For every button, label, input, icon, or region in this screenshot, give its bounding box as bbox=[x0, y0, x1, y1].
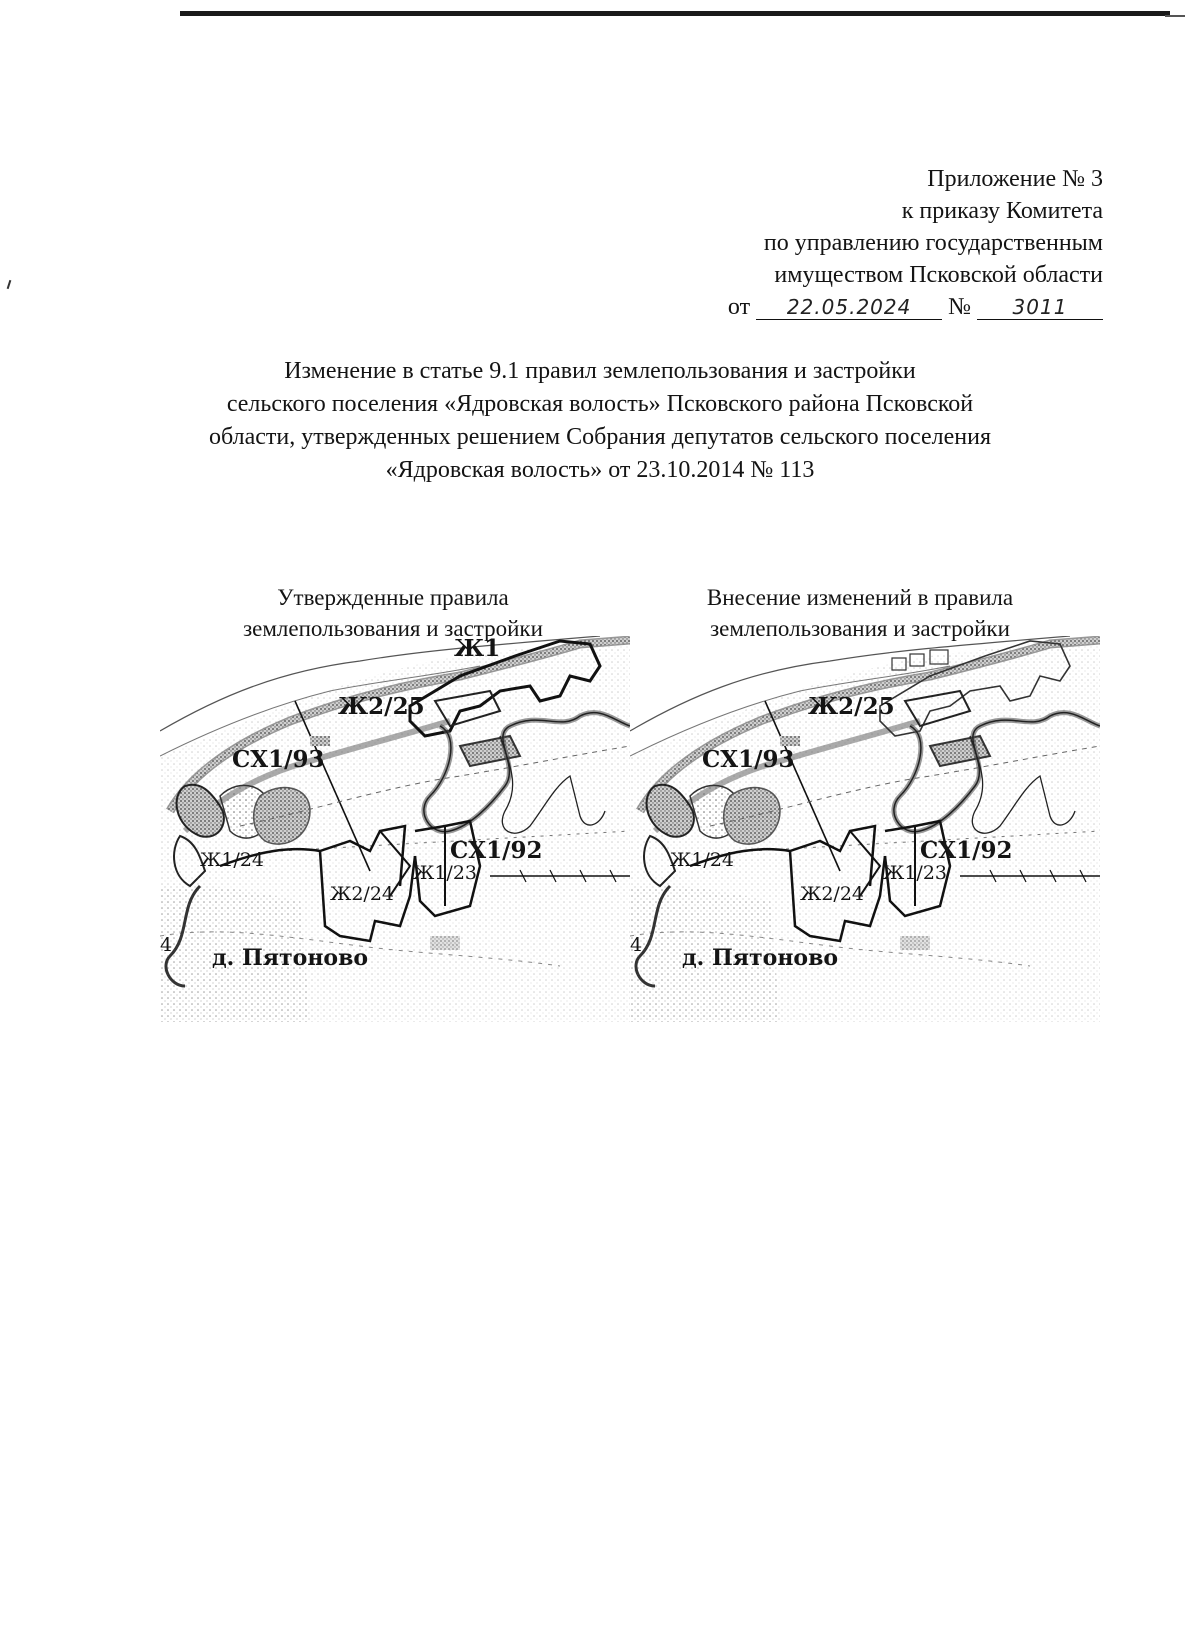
number-prefix: № bbox=[948, 294, 971, 320]
label-zh2-25: Ж2/25 bbox=[338, 693, 425, 720]
amended-zoning-map bbox=[630, 636, 1100, 1022]
left-caption-line-1: Утвержденные правила bbox=[277, 585, 509, 610]
date-prefix: от bbox=[727, 294, 751, 320]
right-map-caption bbox=[640, 582, 1080, 644]
label-zh1-23: Ж1/23 bbox=[883, 862, 948, 884]
heading-line-3: области, утвержденных решением Собрания депутатов сельского поселения bbox=[208, 424, 991, 450]
appendix-block bbox=[728, 163, 1103, 323]
map-corner-mark: 4 bbox=[630, 934, 643, 956]
map-corner-mark: 4 bbox=[160, 934, 173, 956]
scan-stray-mark bbox=[7, 280, 12, 289]
label-zh2-25: Ж2/25 bbox=[808, 693, 895, 720]
label-settlement: д. Пятоново bbox=[682, 945, 839, 971]
label-zh2-24: Ж2/24 bbox=[330, 883, 395, 905]
approved-zoning-map bbox=[160, 636, 630, 1022]
number-field bbox=[977, 295, 1103, 320]
appendix-line-3: по управлению государственным bbox=[763, 230, 1103, 256]
label-sx1-92: СХ1/92 bbox=[920, 837, 1013, 864]
appendix-date-number-row bbox=[728, 291, 1103, 323]
right-caption-line-2: землепользования и застройки bbox=[710, 616, 1010, 641]
date-field bbox=[756, 295, 942, 320]
label-zh2-24: Ж2/24 bbox=[800, 883, 865, 905]
left-caption-line-2: землепользования и застройки bbox=[243, 616, 543, 641]
appendix-line-1: Приложение № 3 bbox=[927, 166, 1103, 192]
document-heading bbox=[150, 355, 1050, 487]
heading-line-2: сельского поселения «Ядровская волость» Псковского района Псковской bbox=[226, 391, 974, 417]
label-sx1-93: СХ1/93 bbox=[702, 746, 795, 773]
label-zh1: Ж1 bbox=[454, 636, 501, 662]
scan-top-border bbox=[180, 11, 1170, 16]
heading-line-1: Изменение в статье 9.1 правил землепользования и застройки bbox=[284, 358, 916, 384]
appendix-line-2: к приказу Комитета bbox=[901, 198, 1103, 224]
label-sx1-93: СХ1/93 bbox=[232, 746, 325, 773]
left-map-caption bbox=[173, 582, 613, 644]
appendix-line-4: имуществом Псковской области bbox=[774, 262, 1103, 288]
date-handwritten: 22.05.2024 bbox=[786, 295, 912, 319]
right-caption-line-1: Внесение изменений в правила bbox=[706, 585, 1014, 610]
label-sx1-92: СХ1/92 bbox=[450, 837, 543, 864]
number-handwritten: 3011 bbox=[1012, 295, 1068, 319]
label-settlement: д. Пятоново bbox=[212, 945, 369, 971]
heading-line-4: «Ядровская волость» от 23.10.2014 № 113 bbox=[385, 457, 815, 483]
scan-top-border-tail bbox=[1165, 15, 1185, 17]
label-zh1-24: Ж1/24 bbox=[200, 849, 265, 871]
label-zh1-24: Ж1/24 bbox=[670, 849, 735, 871]
label-zh1-23: Ж1/23 bbox=[413, 862, 478, 884]
